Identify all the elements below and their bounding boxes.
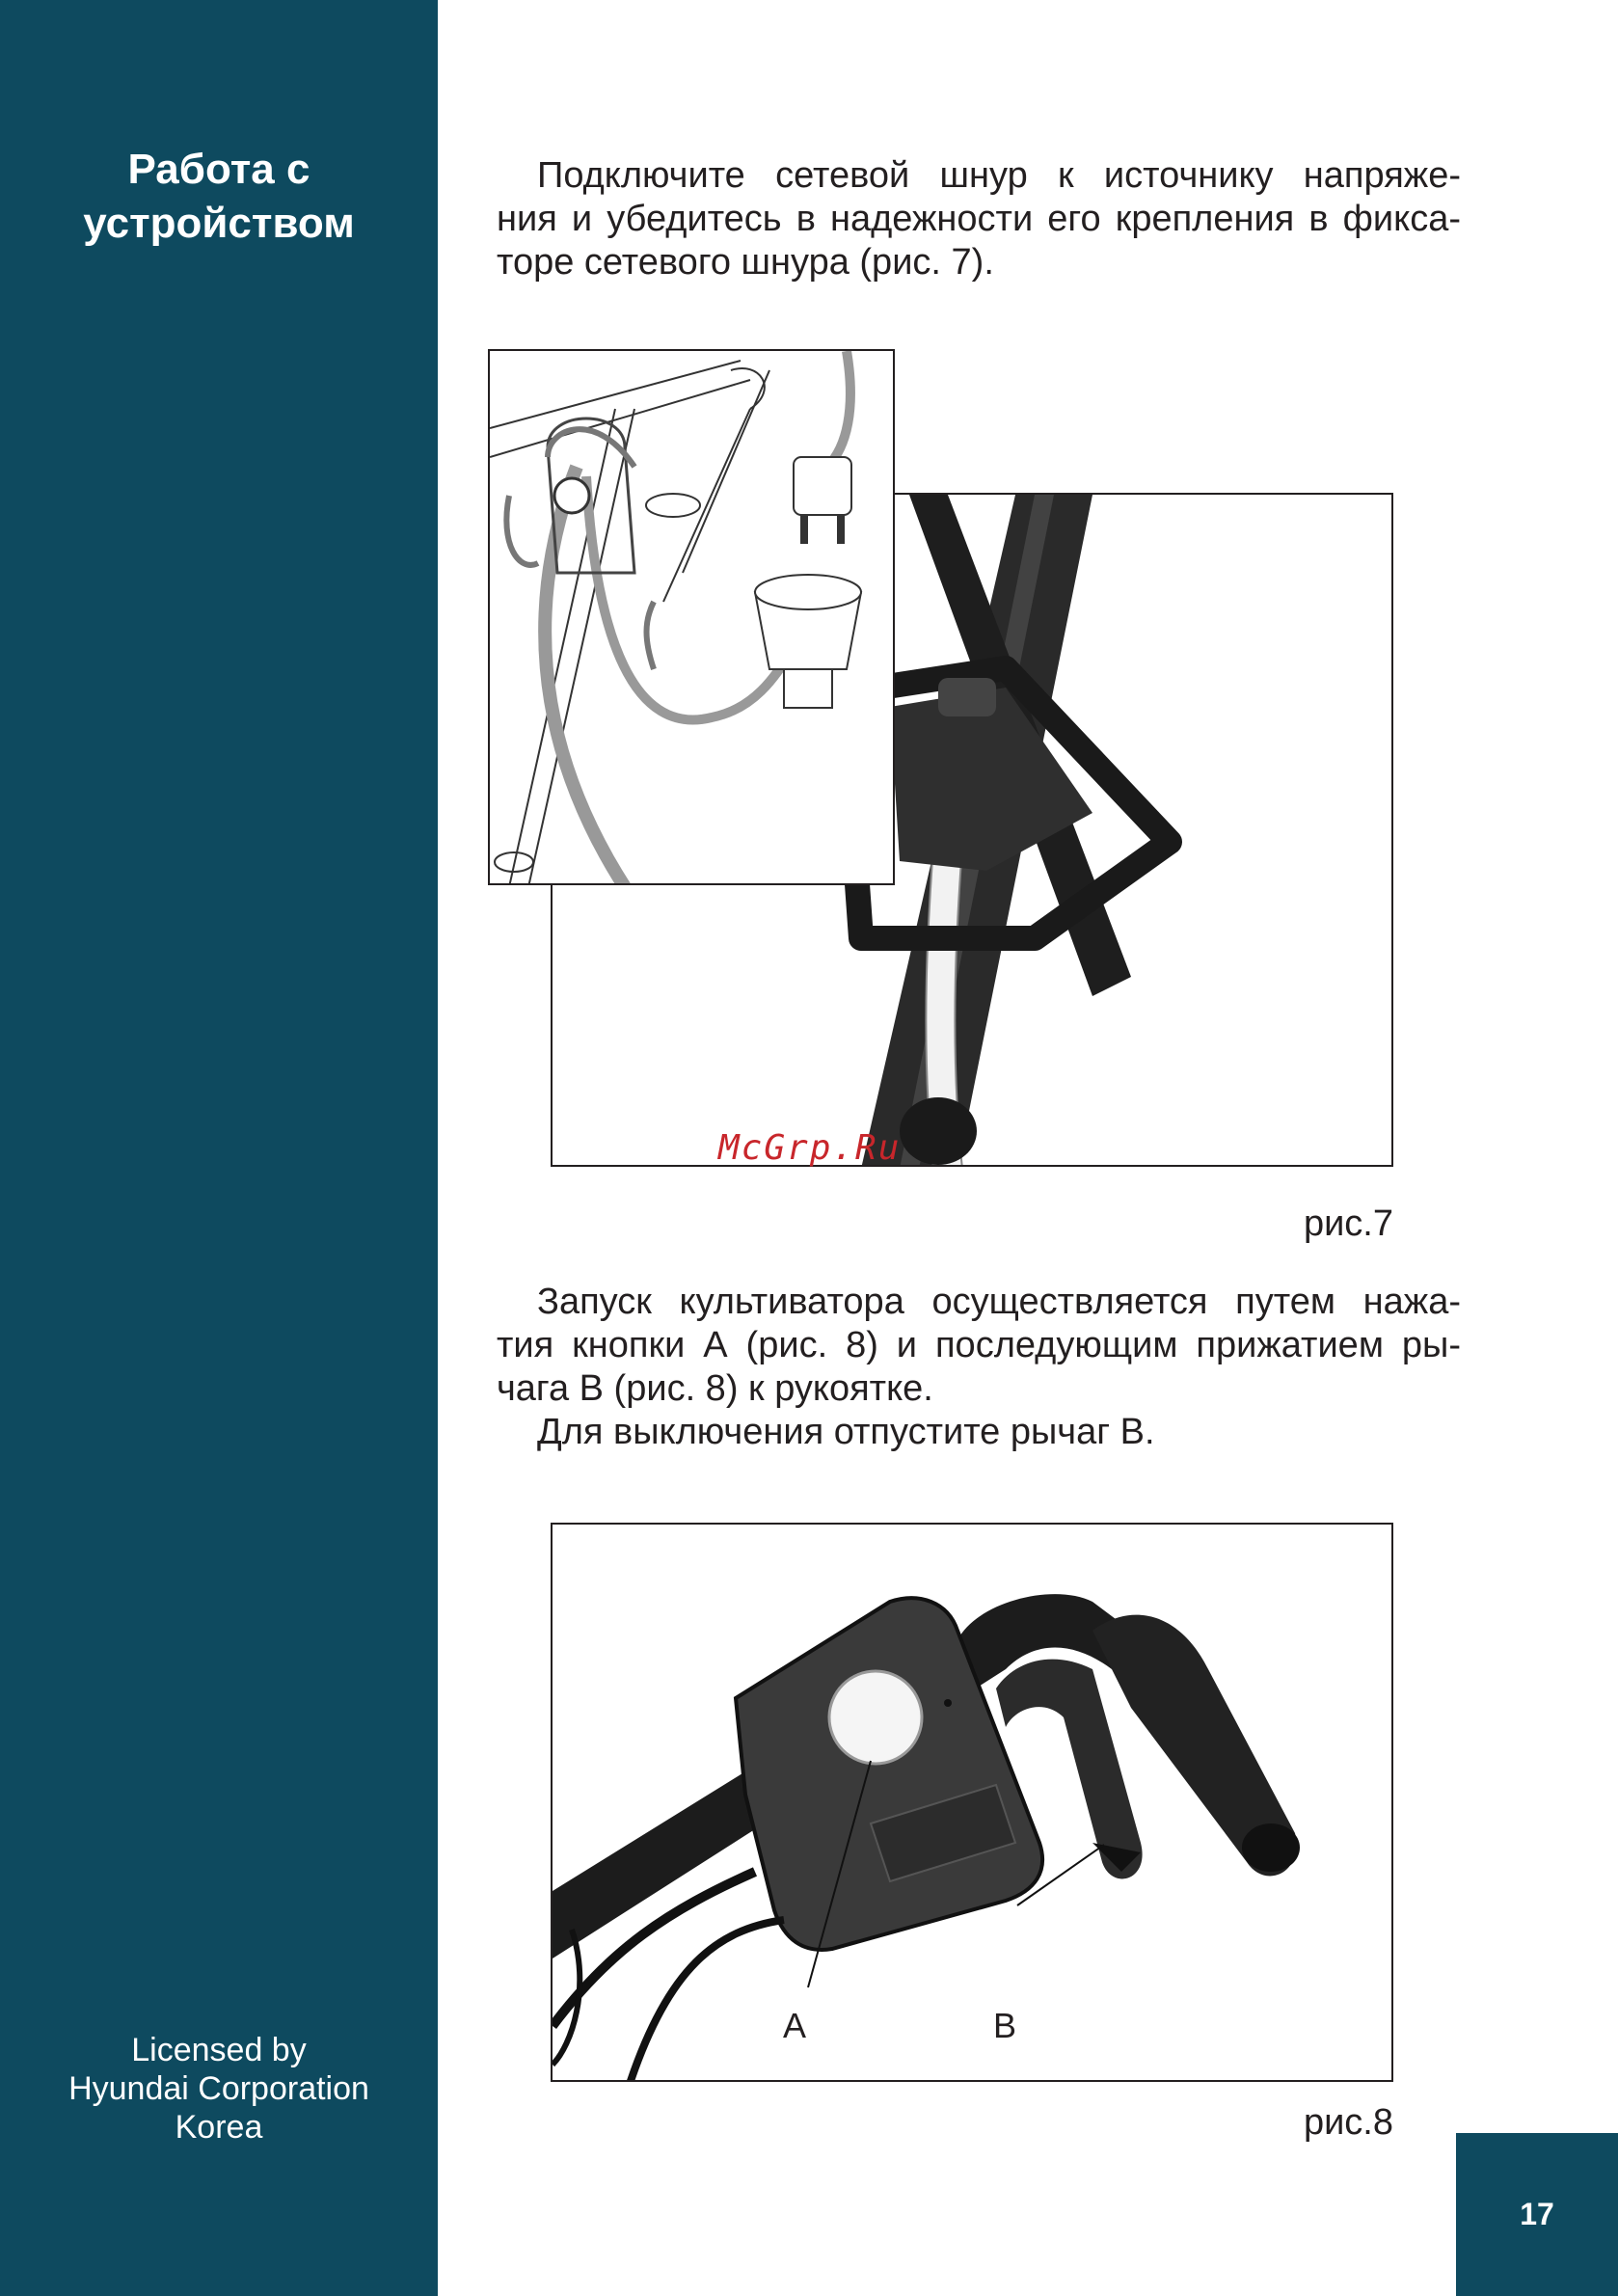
figure7-inset-drawing (488, 349, 895, 885)
figure8-caption: рис.8 (1303, 2102, 1393, 2143)
paragraph-start-instructions (497, 1281, 1461, 1454)
paragraph2-line2: тия кнопки А (рис. 8) и последующим прижатием ры- (497, 1325, 1461, 1365)
paragraph1-line2: ния и убедитесь в надежности его крепления в фикса- (497, 199, 1461, 239)
section-title-line1: Работа с (127, 146, 310, 193)
sidebar (0, 0, 438, 2296)
paragraph1-line3: торе сетевого шнура (рис. 7). (497, 242, 994, 283)
paragraph2-line3: чага В (рис. 8) к рукоятке. (497, 1368, 933, 1409)
paragraph-cord-connection (497, 154, 1461, 284)
figure7-caption: рис.7 (1303, 1203, 1393, 1244)
paragraph1-line1: Подключите сетевой шнур к источнику напряже- (537, 155, 1461, 196)
license-note (0, 2031, 438, 2147)
section-title-line2: устройством (83, 200, 355, 247)
license-line1: Licensed by (131, 2032, 307, 2068)
power-cord-clamp-illustration-icon (490, 351, 895, 885)
page-number: 17 (1456, 2133, 1618, 2296)
section-title (0, 143, 438, 251)
paragraph2-line1: Запуск культиватора осуществляется путем нажа- (537, 1282, 1461, 1322)
label-b: В (993, 2006, 1017, 2045)
figure8-photo (551, 1523, 1393, 2082)
handle-switch-photo-icon (553, 1525, 1393, 2082)
paragraph2-line4: Для выключения отпустите рычаг В. (537, 1412, 1155, 1452)
watermark: McGrp.Ru (718, 1128, 902, 1168)
license-line2: Hyundai Corporation (68, 2070, 369, 2107)
license-line3: Korea (175, 2109, 263, 2146)
label-a: А (783, 2006, 807, 2045)
